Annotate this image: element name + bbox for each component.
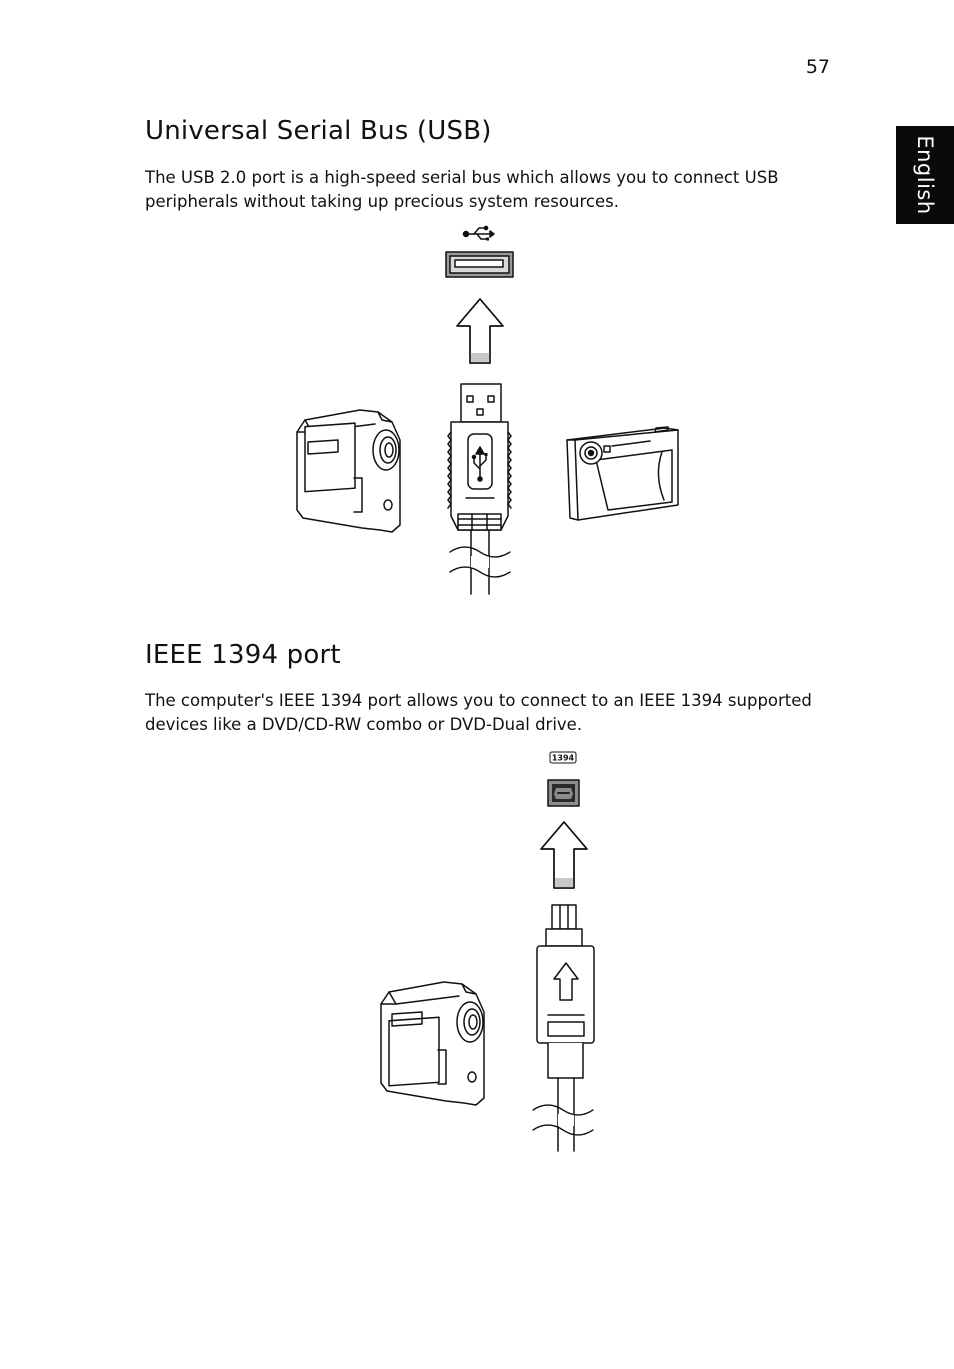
camcorder-icon — [381, 982, 484, 1105]
usb-symbol-icon — [464, 226, 495, 240]
language-tab-label: English — [913, 135, 937, 215]
page-number: 57 — [805, 56, 830, 78]
arrow-up-icon — [541, 822, 587, 888]
camcorder-icon — [297, 410, 400, 532]
ieee-section-body: The computer's IEEE 1394 port allows you to connect to an IEEE 1394 supported devices like a DVD/CD-RW combo or DVD-Dual drive. — [145, 691, 812, 734]
digital-camera-icon — [567, 427, 678, 520]
ieee1394-port-icon — [548, 780, 579, 806]
usb-section-heading: Universal Serial Bus (USB) — [145, 116, 492, 146]
ieee1394-label-icon — [550, 752, 576, 763]
usb-port-icon — [446, 252, 513, 277]
ieee1394-port-label: 1394 — [551, 753, 575, 763]
arrow-up-icon — [457, 299, 503, 363]
usb-section-body: The USB 2.0 port is a high-speed serial bus which allows you to connect USB peripherals without taking up precious system resources. — [145, 168, 779, 211]
ieee-section-heading: IEEE 1394 port — [145, 640, 341, 670]
usb-plug-icon — [448, 384, 511, 594]
ieee1394-plug-icon — [533, 905, 594, 1151]
